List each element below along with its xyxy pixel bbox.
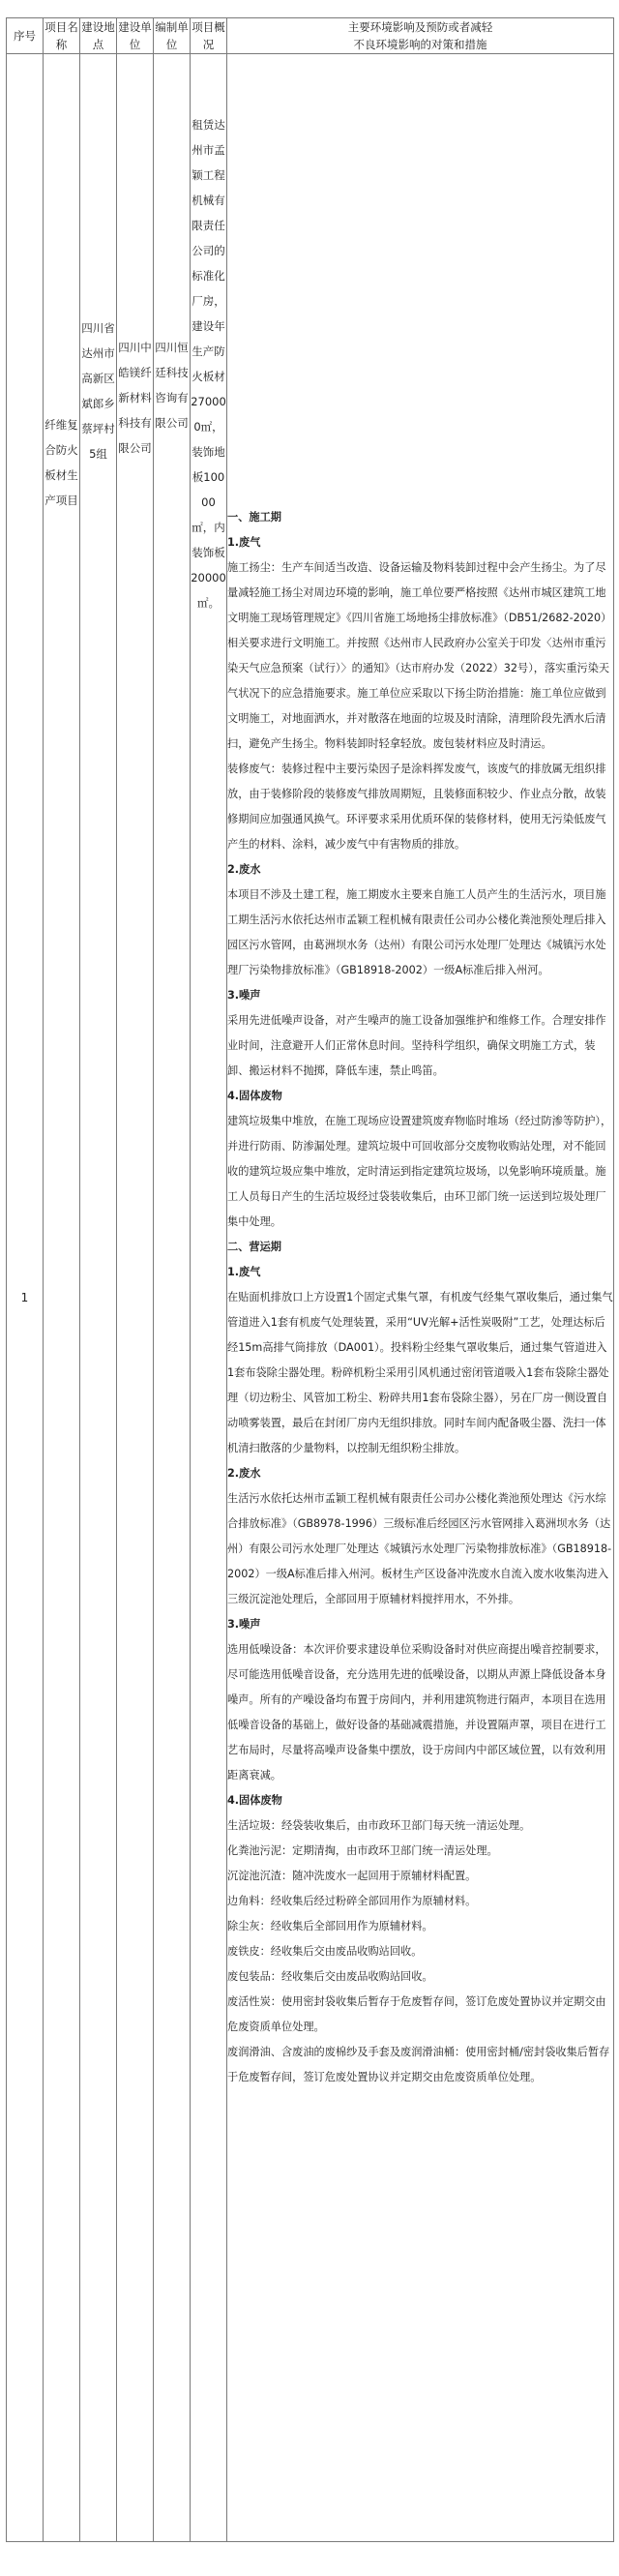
table-row <box>7 54 614 2542</box>
row-preparer <box>154 54 191 2542</box>
section-heading: 3.噪声 <box>227 1618 261 1631</box>
row-index: 1 <box>7 54 44 2542</box>
header-measures-line1: 主要环境影响及预防或者减轻 <box>347 20 493 34</box>
measure-paragraph: 边角料：经收集后经过粉碎全部回用作为原辅材料。 <box>227 1895 477 1907</box>
row-site <box>80 54 117 2542</box>
measure-paragraph: 除尘灰：经收集后全部回用作为原辅材料。 <box>227 1920 433 1932</box>
overview-text: 租赁达州市孟颖工程机械有限责任公司的标准化厂房，建设年生产防火板材270000㎡，装饰地板10000㎡，内装饰板20000㎡。 <box>191 118 226 610</box>
measure-paragraph: 建筑垃圾集中堆放，在施工现场应设置建筑废弃物临时堆场（经过防渗等防护），并进行防雨、防渗漏处理。建筑垃圾中可回收部分交废物收购站处理，对不能回收的建筑垃圾应集中堆放，定时清运到指定建筑垃圾场，以免影响环境质量。施工人员每日产生的生活垃圾经过袋装收集后，由环卫部门统一运送到垃圾处理厂集中处理。 <box>227 1115 612 1228</box>
section-heading: 4.固体废物 <box>227 1794 282 1807</box>
site-text: 四川省达州市高新区斌郎乡蔡坪村5组 <box>81 321 115 461</box>
measures-cell <box>227 54 614 2542</box>
section-heading: 1.废气 <box>227 1266 261 1278</box>
row-builder <box>117 54 154 2542</box>
measure-paragraph: 本项目不涉及土建工程，施工期废水主要来自施工人员产生的生活污水，项目施工期生活污水依托达州市孟颖工程机械有限责任公司办公楼化粪池预处理后排入园区污水管网，由葛洲坝水务（达州）有限公司污水处理厂处理达《城镇污水处理厂污染物排放标准》（GB18918-2002）一级A标准后排入州河。 <box>227 888 606 976</box>
section-heading: 4.固体废物 <box>227 1090 282 1102</box>
measure-paragraph: 施工扬尘：生产车间适当改造、设备运输及物料装卸过程中会产生扬尘。为了尽量减轻施工扬尘对周边环境的影响，施工单位要严格按照《达州市城区建筑工地文明施工现场管理规定》《四川省施工场地扬尘排放标准》（DB51/2682-2020）相关要求进行文明施工。并按照《达州市人民政府办公室关于印发〈达州市重污染天气应急预案（试行）〉的通知》（达市府办发（2022）32号），落实重污染天气状况下的应急措施要求。施工单位应采取以下扬尘防治措施：施工单位应做到文明施工，对地面洒水，并对散落在地面的垃圾及时清除，清理阶段先洒水后清扫，避免产生扬尘。物料装卸时轻拿轻放。废包装材料应及时清运。 <box>227 561 612 750</box>
measure-paragraph: 采用先进低噪声设备，对产生噪声的施工设备加强维护和维修工作。合理安排作业时间，注意避开人们正常休息时间。坚持科学组织，确保文明施工方式，装卸、搬运材料不抛掷，降低车速，禁止鸣笛。 <box>227 1014 606 1077</box>
table-header-row <box>7 18 614 54</box>
measure-paragraph: 沉淀池沉渣：随冲洗废水一起回用于原辅材料配置。 <box>227 1870 477 1882</box>
section-heading: 一、施工期 <box>227 511 281 524</box>
measure-paragraph: 废铁皮：经收集后交由废品收购站回收。 <box>227 1945 423 1958</box>
header-site: 建设地点 <box>80 18 117 54</box>
measure-paragraph: 废包装品：经收集后交由废品收购站回收。 <box>227 1970 433 1983</box>
measure-paragraph: 生活污水依托达州市孟颖工程机械有限责任公司办公楼化粪池预处理达《污水综合排放标准》（GB8978-1996）三级标准后经园区污水管网排入葛洲坝水务（达州）有限公司污水处理厂处理达《城镇污水处理厂污染物排放标准》（GB18918-2002）一级A标准后排入州河。板材生产区设备冲洗废水自流入废水收集沟进入三级沉淀池处理后，全部回用于原辅材料搅拌用水，不外排。 <box>227 1492 612 1605</box>
project-name-text: 纤维复合防火板材生产项目 <box>44 418 78 507</box>
measure-paragraph: 废润滑油、含废油的废棉纱及手套及废润滑油桶：使用密封桶/密封袋收集后暂存于危废暂存间，签订危废处置协议并定期交由危废资质单位处理。 <box>227 2046 610 2083</box>
row-project-name <box>44 54 80 2542</box>
measure-paragraph: 选用低噪设备：本次评价要求建设单位采购设备时对供应商提出噪音控制要求，尽可能选用低噪音设备，充分选用先进的低噪设备，以期从声源上降低设备本身噪声。所有的产噪设备均布置于房间内，并利用建筑物进行隔声，本项目在选用低噪音设备的基础上，做好设备的基础减震措施，并设置隔声罩，项目在进行工艺布局时，尽量将高噪声设备集中摆放，设于房间内中部区域位置，以有效利用距离衰减。 <box>227 1643 606 1782</box>
measure-paragraph: 化粪池污泥：定期清掏，由市政环卫部门统一清运处理。 <box>227 1844 498 1857</box>
measure-paragraph: 装修废气：装修过程中主要污染因子是涂料挥发废气，该废气的排放属无组织排放，由于装修阶段的装修废气排放周期短，且装修面积较少、作业点分散，故装修期间应加强通风换气。环评要求采用优质环保的装修材料，使用无污染低废气产生的材料、涂料，减少废气中有害物质的排放。 <box>227 763 606 851</box>
measure-paragraph: 废活性炭：使用密封袋收集后暂存于危废暂存间，签订危废处置协议并定期交由危废资质单位处理。 <box>227 1995 606 2033</box>
measure-paragraph: 生活垃圾：经袋装收集后，由市政环卫部门每天统一清运处理。 <box>227 1819 531 1832</box>
section-heading: 2.废水 <box>227 1467 261 1480</box>
row-overview <box>191 54 227 2542</box>
measure-paragraph: 在贴面机排放口上方设置1个固定式集气罩，有机废气经集气罩收集后，通过集气管道进入1套有机废气处理装置，采用“UV光解+活性炭吸附”工艺，处理达标后经15m高排气筒排放（DA001）。投料粉尘经集气罩收集后，通过集气管道进入1套布袋除尘器处理。粉碎机粉尘采用引风机通过密闭管道吸入1套布袋除尘器处理（切边粉尘、风管加工粉尘、粉碎共用1套布袋除尘器），另在厂房一侧设置自动喷雾装置，最后在封闭厂房内无组织排放。同时车间内配备吸尘器、洗扫一体机清扫散落的少量物料，以控制无组织粉尘排放。 <box>227 1291 613 1454</box>
header-project-name: 项目名称 <box>44 18 80 54</box>
section-heading: 二、营运期 <box>227 1241 281 1253</box>
eia-summary-table <box>6 17 614 2542</box>
document-page <box>6 0 613 2576</box>
header-measures <box>227 18 614 54</box>
header-index: 序号 <box>7 18 44 54</box>
section-heading: 3.噪声 <box>227 989 261 1002</box>
section-heading: 1.废气 <box>227 536 261 549</box>
section-heading: 2.废水 <box>227 863 261 876</box>
preparer-text: 四川恒廷科技咨询有限公司 <box>155 341 189 430</box>
header-overview: 项目概况 <box>191 18 227 54</box>
builder-text: 四川中皓镁纤新材料科技有限公司 <box>118 341 152 455</box>
header-builder: 建设单位 <box>117 18 154 54</box>
header-measures-line2: 不良环境影响的对策和措施 <box>353 38 487 51</box>
header-preparer: 编制单位 <box>154 18 191 54</box>
